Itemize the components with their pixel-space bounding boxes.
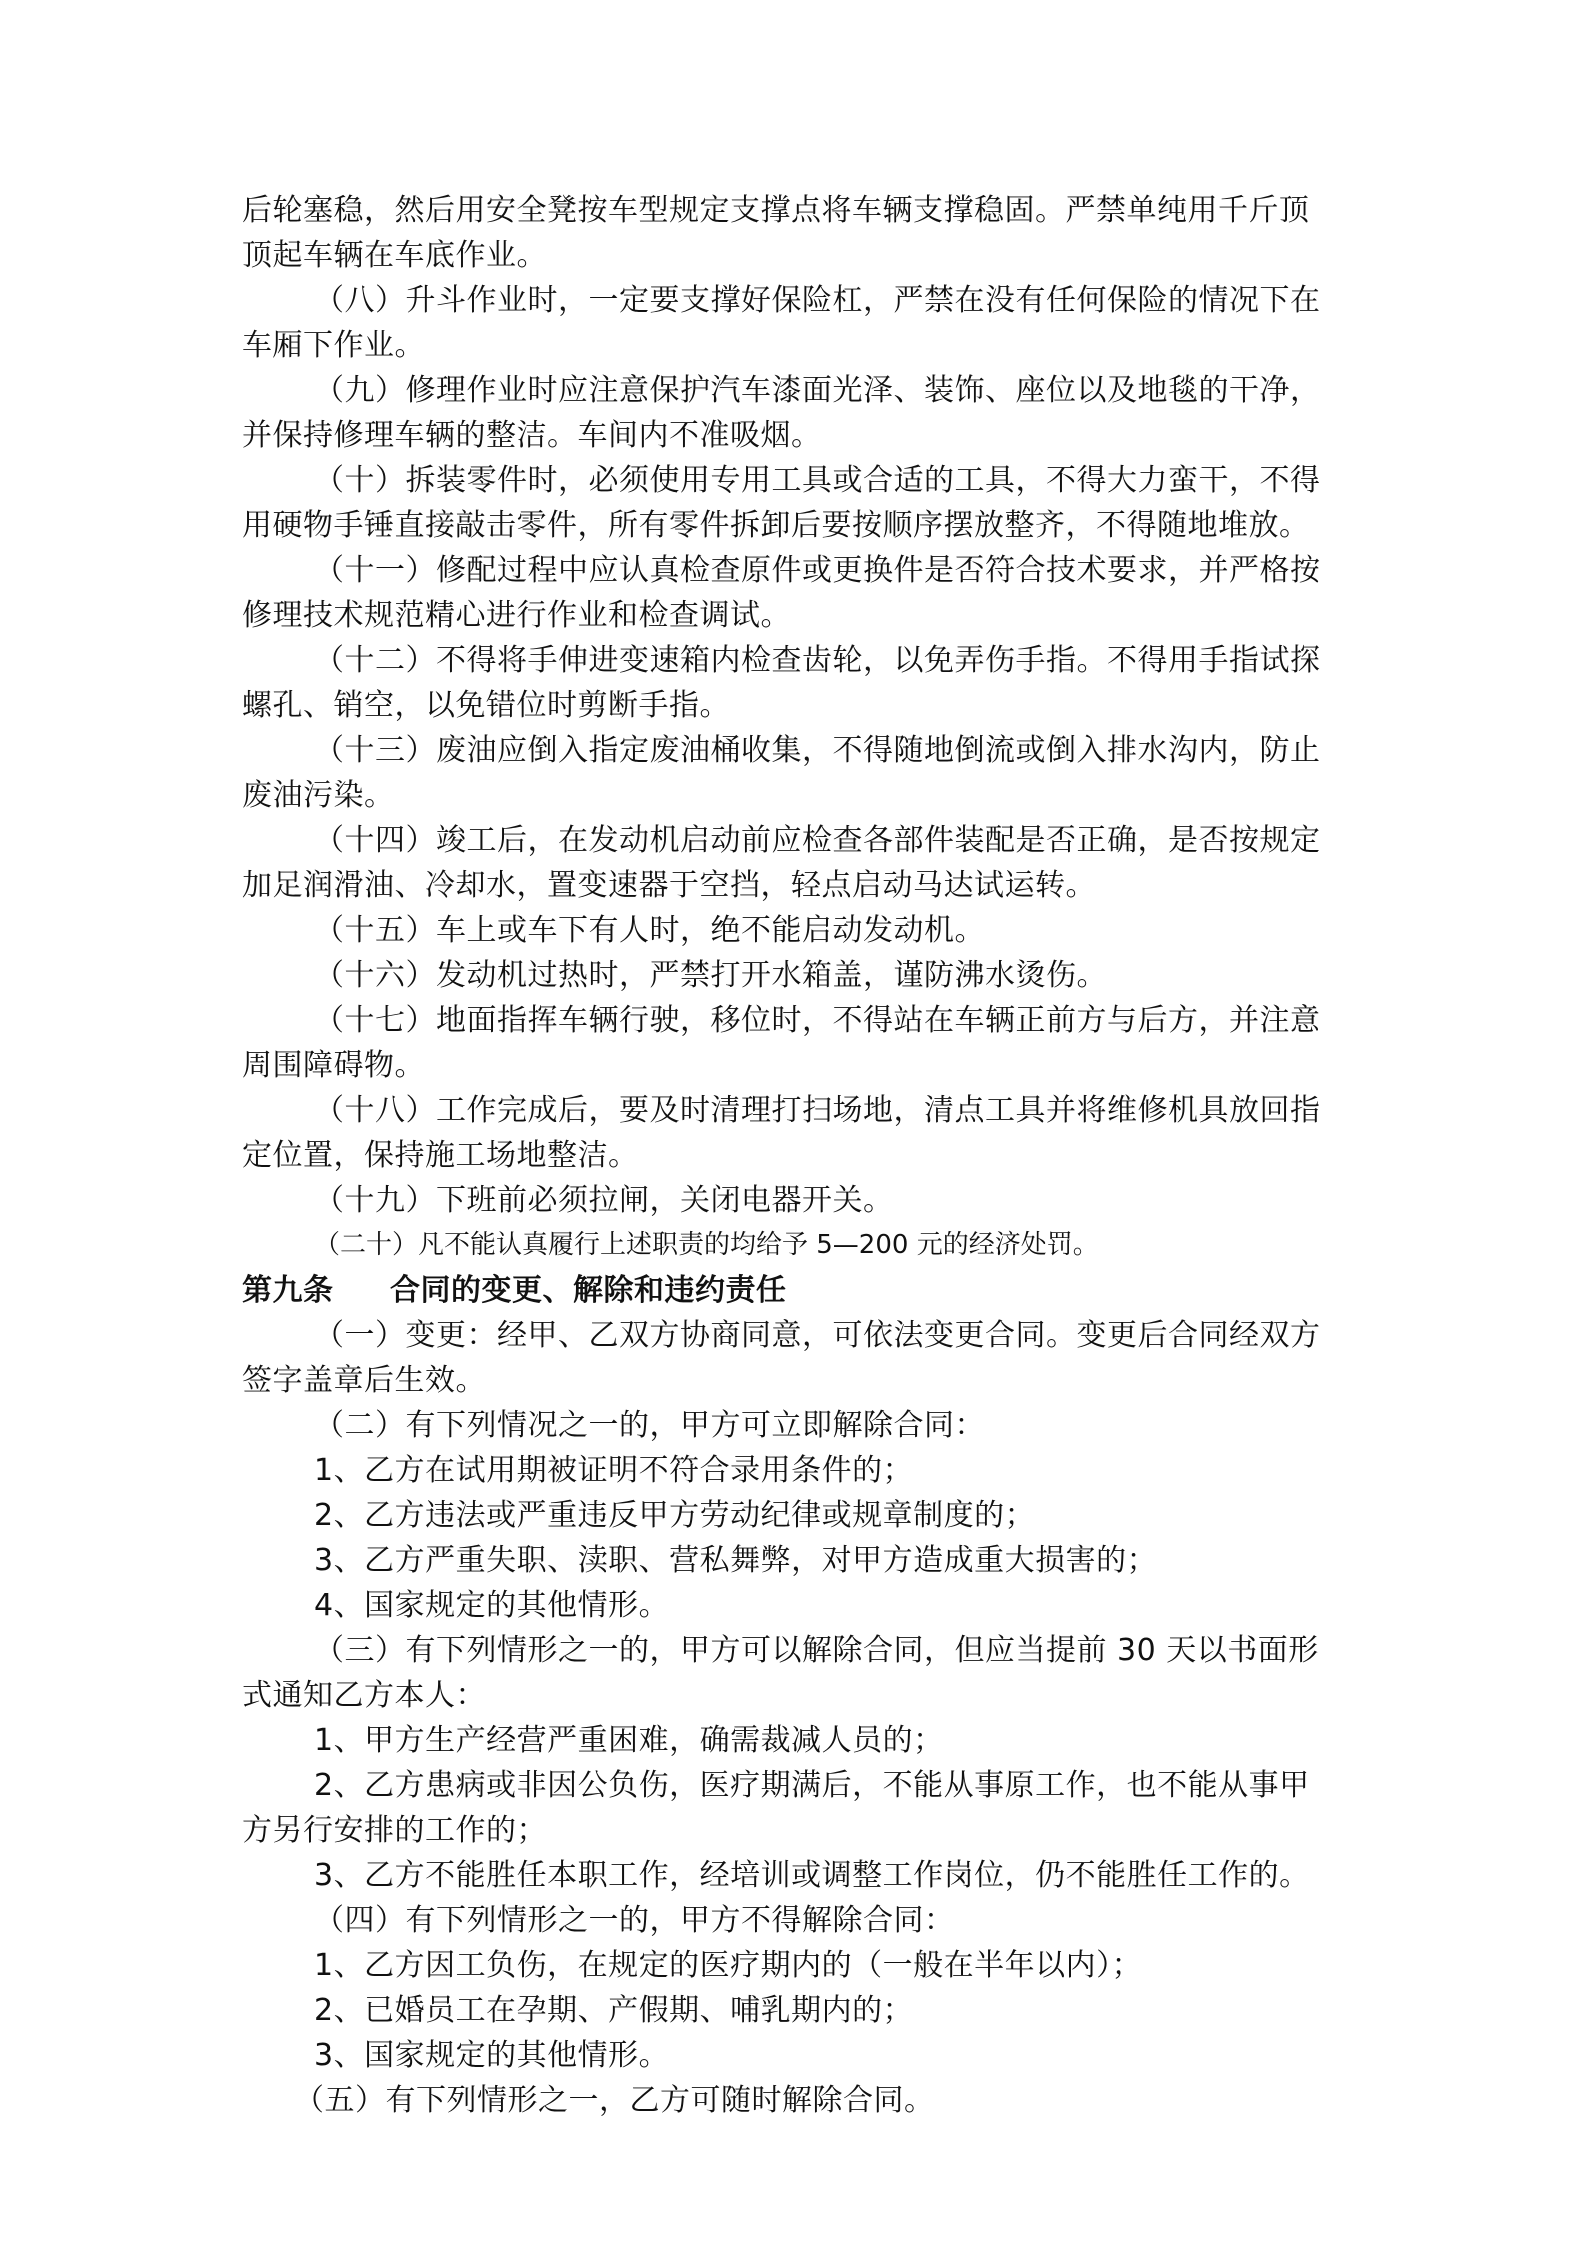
clause-13-line: （十三）废油应倒入指定废油桶收集，不得随地倒流或倒入排水沟内，防止 — [314, 733, 1321, 768]
clause-15-line: （十五）车上或车下有人时，绝不能启动发动机。 — [314, 913, 985, 948]
clause-12-line: （十二）不得将手伸进变速箱内检查齿轮，以免弄伤手指。不得用手指试探 — [314, 643, 1321, 678]
section-5-line: （五）有下列情形之一，乙方可随时解除合同。 — [294, 2083, 935, 2118]
section-3-line: （三）有下列情形之一的，甲方可以解除合同，但应当提前 30 天以书面形 — [314, 1633, 1319, 1668]
list-item: 1、甲方生产经营严重困难，确需裁减人员的； — [314, 1723, 944, 1758]
section-2-line: （二）有下列情况之一的，甲方可立即解除合同： — [314, 1408, 985, 1443]
clause-14-line: （十四）竣工后，在发动机启动前应检查各部件装配是否正确，是否按规定 — [314, 823, 1321, 858]
paragraph-line: 后轮塞稳，然后用安全凳按车型规定支撑点将车辆支撑稳固。严禁单纯用千斤顶 — [242, 193, 1310, 228]
clause-18-line: （十八）工作完成后，要及时清理打扫场地，清点工具并将维修机具放回指 — [314, 1093, 1321, 1128]
list-item: 4、国家规定的其他情形。 — [314, 1588, 670, 1623]
clause-11-line: （十一）修配过程中应认真检查原件或更换件是否符合技术要求，并严格按 — [314, 553, 1321, 588]
section-4-line: （四）有下列情形之一的，甲方不得解除合同： — [314, 1903, 955, 1938]
list-item: 3、乙方严重失职、渎职、营私舞弊，对甲方造成重大损害的； — [314, 1543, 1158, 1578]
list-item: 3、国家规定的其他情形。 — [314, 2038, 670, 2073]
clause-8-line: （八）升斗作业时，一定要支撑好保险杠，严禁在没有任何保险的情况下在 — [314, 283, 1321, 318]
paragraph-line: 定位置，保持施工场地整洁。 — [242, 1138, 639, 1173]
list-item: 1、乙方在试用期被证明不符合录用条件的； — [314, 1453, 914, 1488]
paragraph-line: 修理技术规范精心进行作业和检查调试。 — [242, 598, 791, 633]
list-item: 3、乙方不能胜任本职工作，经培训或调整工作岗位，仍不能胜任工作的。 — [314, 1858, 1310, 1893]
paragraph-line: 并保持修理车辆的整洁。车间内不准吸烟。 — [242, 418, 822, 453]
paragraph-line: 螺孔、销空，以免错位时剪断手指。 — [242, 688, 730, 723]
article-title: 合同的变更、解除和违约责任 — [390, 1273, 787, 1308]
paragraph-line: 周围障碍物。 — [242, 1048, 425, 1083]
paragraph-line: 车厢下作业。 — [242, 328, 425, 363]
paragraph-line: 顶起车辆在车底作业。 — [242, 238, 547, 273]
document-body — [242, 188, 1362, 2123]
paragraph-line: 式通知乙方本人： — [242, 1678, 486, 1713]
article-number: 第九条 — [242, 1273, 334, 1308]
paragraph-line: 签字盖章后生效。 — [242, 1363, 486, 1398]
list-item: 1、乙方因工负伤，在规定的医疗期内的（一般在半年以内）； — [314, 1948, 1143, 1983]
article-9-heading — [242, 1268, 1362, 1313]
clause-19-line: （十九）下班前必须拉闸，关闭电器开关。 — [314, 1183, 894, 1218]
paragraph-line: 用硬物手锤直接敲击零件，所有零件拆卸后要按顺序摆放整齐，不得随地堆放。 — [242, 508, 1310, 543]
paragraph-line: 方另行安排的工作的； — [242, 1813, 547, 1848]
list-item: 2、乙方患病或非因公负伤，医疗期满后，不能从事原工作，也不能从事甲 — [314, 1768, 1310, 1803]
clause-17-line: （十七）地面指挥车辆行驶，移位时，不得站在车辆正前方与后方，并注意 — [314, 1003, 1321, 1038]
clause-20-line: （二十）凡不能认真履行上述职责的均给予 5—200 元的经济处罚。 — [314, 1230, 1099, 1260]
clause-16-line: （十六）发动机过热时，严禁打开水箱盖，谨防沸水烫伤。 — [314, 958, 1107, 993]
list-item: 2、乙方违法或严重违反甲方劳动纪律或规章制度的； — [314, 1498, 1036, 1533]
clause-10-line: （十）拆装零件时，必须使用专用工具或合适的工具，不得大力蛮干，不得 — [314, 463, 1321, 498]
paragraph-line: 废油污染。 — [242, 778, 395, 813]
section-1-line: （一）变更：经甲、乙双方协商同意，可依法变更合同。变更后合同经双方 — [314, 1318, 1321, 1353]
list-item: 2、已婚员工在孕期、产假期、哺乳期内的； — [314, 1993, 914, 2028]
clause-9-line: （九）修理作业时应注意保护汽车漆面光泽、装饰、座位以及地毯的干净， — [314, 373, 1321, 408]
paragraph-line: 加足润滑油、冷却水，置变速器于空挡，轻点启动马达试运转。 — [242, 868, 1096, 903]
